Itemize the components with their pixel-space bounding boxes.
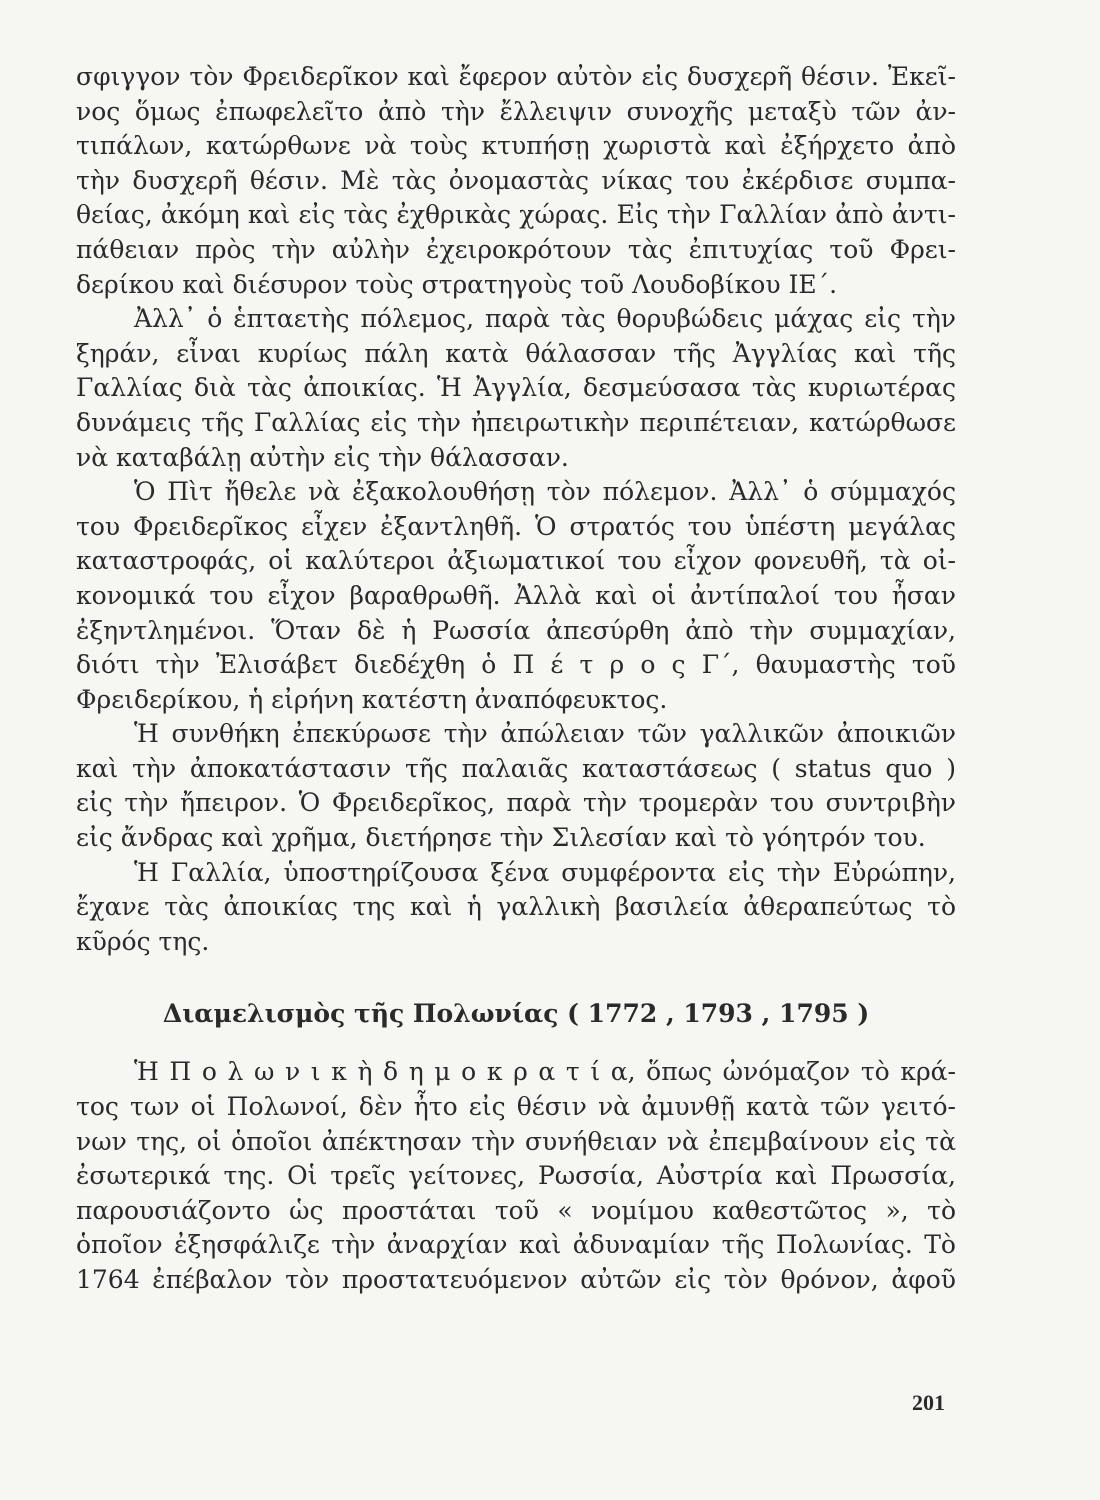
text-line: εἰς τὴν ἤπειρον. Ὁ Φρειδερῖκος, παρὰ τὴν τρομερὰν του συντριβὴν: [76, 788, 956, 818]
text-line: διότι τὴν Ἐλισάβετ διεδέχθη ὁ Π έ τ ρ ο ς Γ΄, θαυμαστὴς τοῦ: [76, 650, 956, 680]
text-line: δερίκου καὶ διέσυρον τοὺς στρατηγοὺς τοῦ Λουδοβίκου ΙΕ΄.: [76, 269, 838, 299]
text-line: ἔχανε τὰς ἀποικίας της καὶ ἡ γαλλικὴ βασιλεία ἀθεραπεύτως τὸ: [76, 892, 956, 922]
text-line: θείας, ἀκόμη καὶ εἰς τὰς ἐχθρικὰς χώρας. Εἰς τὴν Γαλλίαν ἀπὸ ἀντι-: [76, 200, 956, 230]
text-line: ξηράν, εἶναι κυρίως πάλη κατὰ θάλασσαν τῆς Ἀγγλίας καὶ τῆς: [76, 338, 956, 368]
text-line: τος των οἱ Πολωνοί, δὲν ἦτο εἰς θέσιν νὰ ἀμυνθῇ κατὰ τῶν γειτό-: [76, 1092, 956, 1122]
text-line: Ὁ Πὶτ ἤθελε νὰ ἐξακολουθήσῃ τὸν πόλεμον. Ἀλλ᾿ ὁ σύμμαχός: [134, 477, 956, 507]
text-line: τιπάλων, κατώρθωνε νὰ τοὺς κτυπήσῃ χωριστὰ καὶ ἐξήρχετο ἀπὸ: [76, 131, 956, 161]
text-line: Ἡ Γαλλία, ὑποστηρίζουσα ξένα συμφέροντα εἰς τὴν Εὐρώπην,: [134, 857, 956, 887]
text-line: Ἀλλ᾿ ὁ ἑπταετὴς πόλεμος, παρὰ τὰς θορυβώδεις μάχας εἰς τὴν: [134, 304, 956, 334]
text-line: δυνάμεις τῆς Γαλλίας εἰς τὴν ἠπειρωτικὴν περιπέτειαν, κατώρθωσε: [76, 407, 956, 437]
text-line: νος ὅμως ἐπωφελεῖτο ἀπὸ τὴν ἔλλειψιν συνοχῆς μεταξὺ τῶν ἀν-: [76, 96, 956, 126]
text-line: παρουσιάζοντο ὡς προστάται τοῦ « νομίμου καθεστῶτος », τὸ: [76, 1195, 956, 1225]
text-line: καὶ τὴν ἀποκατάστασιν τῆς παλαιᾶς καταστάσεως ( status quo ): [76, 753, 956, 783]
paragraph-3: [76, 475, 956, 717]
text-line: σφιγγον τὸν Φρειδερῖκον καὶ ἔφερον αὐτὸν εἰς δυσχερῆ θέσιν. Ἐκεῖ-: [76, 62, 956, 91]
paragraph-4: [76, 717, 956, 855]
text-line: 1764 ἐπέβαλον τὸν προστατευόμενον αὐτῶν εἰς τὸν θρόνον, ἀφοῦ: [76, 1265, 956, 1294]
text-line: ἐσωτερικά της. Οἱ τρεῖς γείτονες, Ρωσσία, Αὐστρία καὶ Πρωσσία,: [76, 1161, 956, 1191]
text-line: εἰς ἄνδρας καὶ χρῆμα, διετήρησε τὴν Σιλεσίαν καὶ τὸ γόητρόν του.: [76, 823, 926, 853]
page-number: 201: [912, 1390, 945, 1415]
text-line: ὁποῖον ἐξησφάλιζε τὴν ἀναρχίαν καὶ ἀδυναμίαν τῆς Πολωνίας. Τὸ: [76, 1230, 956, 1260]
paragraph-1: [76, 60, 956, 302]
text-line: καταστροφάς, οἱ καλύτεροι ἀξιωματικοί του εἶχον φονευθῆ, τὰ οἰ-: [76, 546, 956, 576]
text-line: τὴν δυσχερῆ θέσιν. Μὲ τὰς ὀνομαστὰς νίκας του ἐκέρδισε συμπα-: [76, 165, 956, 195]
text-line: ἐξηντλημένοι. Ὅταν δὲ ἡ Ρωσσία ἀπεσύρθη ἀπὸ τὴν συμμαχίαν,: [76, 615, 956, 645]
text-line: πάθειαν πρὸς τὴν αὐλὴν ἐχειροκρότουν τὰς ἐπιτυχίας τοῦ Φρει-: [76, 234, 956, 264]
page-body: [76, 60, 956, 1298]
text-line: Ἡ συνθήκη ἐπεκύρωσε τὴν ἀπώλειαν τῶν γαλλικῶν ἀποικιῶν: [134, 719, 956, 749]
paragraph-5: [76, 856, 956, 960]
text-line: κονομικά του εἶχον βαραθρωθῆ. Ἀλλὰ καὶ οἱ ἀντίπαλοί του ἦσαν: [76, 580, 956, 610]
text-line: Φρειδερίκου, ἡ εἰρήνη κατέστη ἀναπόφευκτος.: [76, 684, 668, 714]
text-line: κῦρός της.: [76, 926, 210, 956]
text-line: νων της, οἱ ὁποῖοι ἀπέκτησαν τὴν συνήθειαν νὰ ἐπεμβαίνουν εἰς τὰ: [76, 1126, 956, 1156]
text-line: νὰ καταβάλῃ αὐτὴν εἰς τὴν θάλασσαν.: [76, 442, 569, 472]
text-line: του Φρειδερῖκος εἶχεν ἐξαντληθῆ. Ὁ στρατός του ὑπέστη μεγάλας: [76, 511, 956, 541]
section-heading: Διαμελισμὸς τῆς Πολωνίας ( 1772 , 1793 , 1795 ): [162, 999, 870, 1029]
paragraph-2: [76, 302, 956, 475]
text-line: Γαλλίας διὰ τὰς ἀποικίας. Ἡ Ἀγγλία, δεσμεύσασα τὰς κυριωτέρας: [76, 373, 956, 403]
text-line: Ἡ Π ο λ ω ν ι κ ὴ δ η μ ο κ ρ α τ ί α, ὅπως ὠνόμαζον τὸ κρά-: [134, 1057, 956, 1087]
paragraph-6: [76, 1055, 956, 1297]
